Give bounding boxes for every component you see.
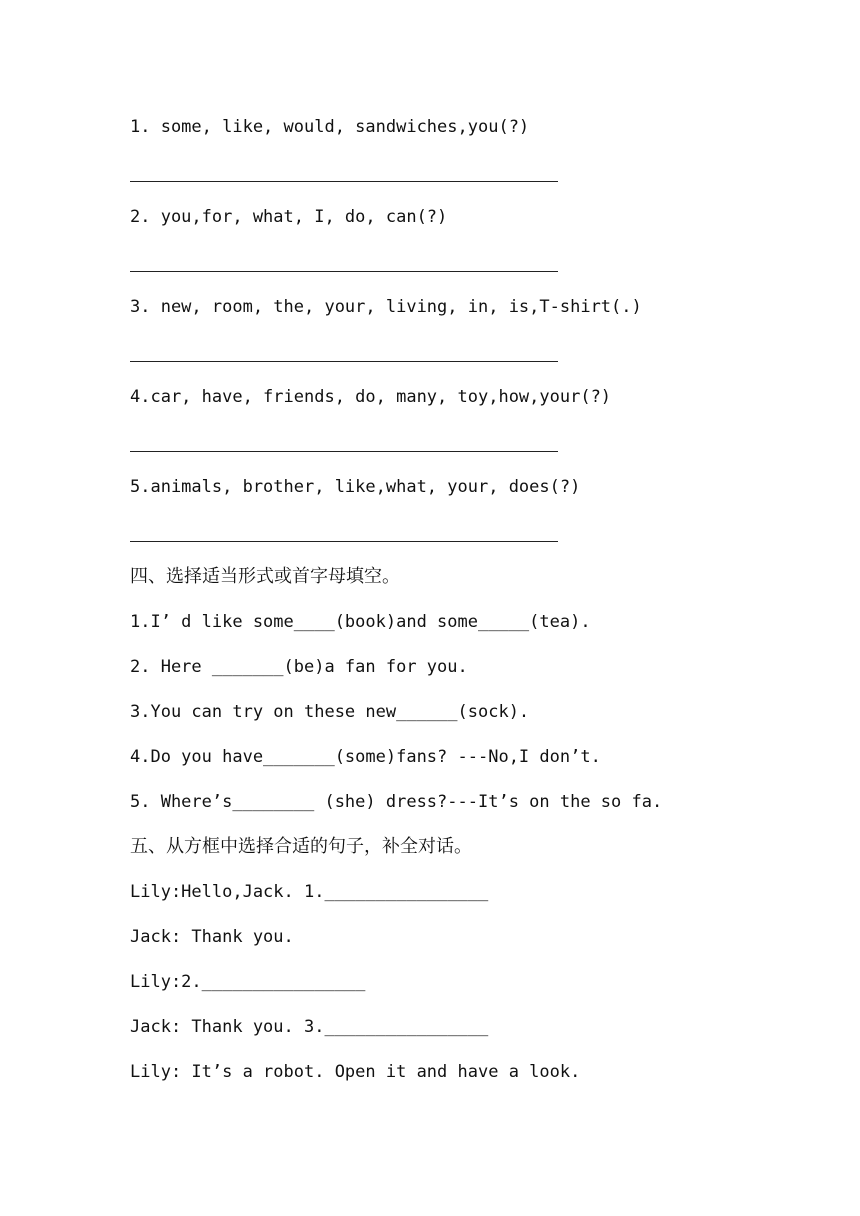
answer-line-3 — [130, 361, 558, 362]
section-4-heading: 四、选择适当形式或首字母填空。 — [130, 566, 400, 587]
ordering-item-4: 4.car, have, friends, do, many, toy,how,your(?) — [130, 387, 612, 407]
ordering-item-5: 5.animals, brother, like,what, your, does(?) — [130, 477, 581, 497]
fill-item-1: 1.I’ d like some____(book)and some_____(tea). — [130, 612, 591, 632]
answer-line-4 — [130, 451, 558, 452]
dialogue-line-2: Jack: Thank you. — [130, 927, 294, 947]
dialogue-line-1: Lily:Hello,Jack. 1.________________ — [130, 882, 489, 902]
section-5-heading: 五、从方框中选择合适的句子，补全对话。 — [130, 836, 472, 857]
fill-item-2: 2. Here _______(be)a fan for you. — [130, 657, 468, 677]
dialogue-line-5: Lily: It’s a robot. Open it and have a look. — [130, 1062, 581, 1082]
answer-line-2 — [130, 271, 558, 272]
ordering-item-1: 1. some, like, would, sandwiches,you(?) — [130, 117, 530, 137]
fill-item-5: 5. Where’s________ (she) dress?---It’s on the so fa. — [130, 792, 663, 812]
answer-line-5 — [130, 541, 558, 542]
fill-item-4: 4.Do you have_______(some)fans? ---No,I don’t. — [130, 747, 601, 767]
dialogue-line-4: Jack: Thank you. 3.________________ — [130, 1017, 489, 1037]
ordering-item-3: 3. new, room, the, your, living, in, is,T-shirt(.) — [130, 297, 642, 317]
dialogue-line-3: Lily:2.________________ — [130, 972, 366, 992]
answer-line-1 — [130, 181, 558, 182]
fill-item-3: 3.You can try on these new______(sock). — [130, 702, 530, 722]
ordering-item-2: 2. you,for, what, I, do, can(?) — [130, 207, 448, 227]
